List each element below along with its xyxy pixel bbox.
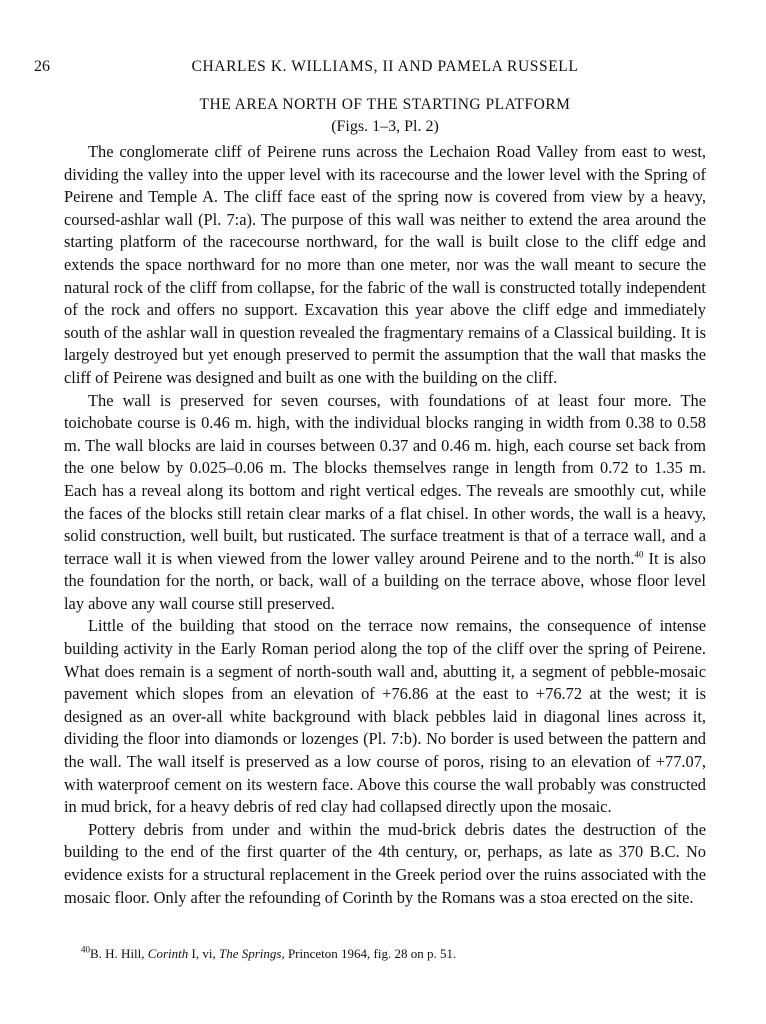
footnote-reference: 40 — [634, 549, 644, 560]
paragraph-text: Pottery debris from under and within the mud-brick debris dates the destruction of the building to the end of the first quarter of the 4th century, or, perhaps, as late as 370 — [64, 819, 706, 862]
paragraph — [64, 819, 706, 909]
paragraph-text: The wall is preserved for seven courses, with foundations of at least four more. The toichobate course is 0.46 m. high, with the individual blocks ranging in width from 0.38 to 0.58 m. The wall blocks are laid in courses between 0.37 and 0.46 m. high, each course set back from the one below by 0.025–0.06 m. The blocks themselves range in length from 0.72 to 1.35 m. Each has a reveal along its bottom and right vertical edges. The reveals are smoothly cut, while the faces of the blocks still retain clear marks of a flat chisel. In other words, the wall is a heavy, solid construction, well built, but rusticated. The surface treatment is that of a terrace wall, and a terrace wall it is when viewed from the lower valley around Peirene and to the north. — [64, 390, 706, 568]
footnote — [81, 946, 456, 962]
paragraph: Little of the building that stood on the terrace now remains, the consequence of intense building activity in the Early Roman period along the top of the cliff over the spring of Peirene. What does remain is a segment of north-south wall and, abutting it, a segment of pebble-mosaic pavement which slopes from an elevation of +76.86 at the east to +76.72 at the west; it is designed as an over-all white background with black pebbles laid in diagonal lines across it, dividing the floor into diamonds or lozenges (Pl. 7:b). No border is used between the pattern and the wall. The wall itself is preserved as a low course of poros, rising to an elevation of +77.07, with waterproof cement on its western face. Above this course the wall probably was constructed in mud brick, for a heavy debris of red clay had collapsed directly upon the mosaic. — [64, 616, 706, 817]
body-text — [64, 141, 706, 909]
footnote-number: 40 — [81, 944, 90, 955]
page-number: 26 — [34, 58, 50, 75]
running-head — [34, 58, 706, 80]
paragraph: The conglomerate cliff of Peirene runs across the Lechaion Road Valley from east to west, dividing the valley into the upper level with its racecourse and the lower level with the Spring of Peirene and Temple A. The cliff face east of the spring now is covered from view by a heavy, coursed-ashlar wall (Pl. 7:a). The purpose of this wall was neither to extend the area around the starting platform of the racecourse northward, for the wall is built close to the cliff edge and extends the space northward for no more than one meter, nor was the wall meant to secure the natural rock of the cliff from collapse, for the fabric of the wall is constructed totally independent of the rock and offers no support. Excavation this year above the cliff edge and immediately south of the ashlar wall in question revealed the fragmentary remains of a Classical building. It is largely destroyed but yet enough preserved to permit the assumption that the wall that masks the cliff of Peirene was designed and built as one with the building on the cliff. — [64, 142, 706, 387]
paragraph-text: It is also the foundation for the north, or back, wall of a building on the terrace above, whose floor level lay above any wall course still preserved. — [64, 548, 706, 613]
era-abbreviation: B.C. — [649, 842, 680, 862]
footnote-text: B. H. Hill, — [90, 946, 148, 961]
footnote-italic: The Springs — [218, 946, 282, 961]
section-title: THE AREA NORTH OF THE STARTING PLATFORM — [199, 96, 571, 113]
paragraph — [64, 390, 706, 616]
footnote-text: , Princeton 1964, fig. 28 on p. 51. — [281, 946, 457, 961]
running-head-authors: CHARLES K. WILLIAMS, II AND PAMELA RUSSELL — [191, 58, 579, 75]
footnote-italic: Corinth — [147, 946, 189, 961]
footnote-text: I, vi, — [188, 946, 219, 961]
figure-references: (Figs. 1–3, Pl. 2) — [331, 118, 439, 135]
paragraph-text: No evidence exists for a structural replacement in the Greek period over the ruins associated with the mosaic floor. Only after the refounding of Corinth by the Romans was a stoa erected on the site. — [64, 842, 706, 907]
